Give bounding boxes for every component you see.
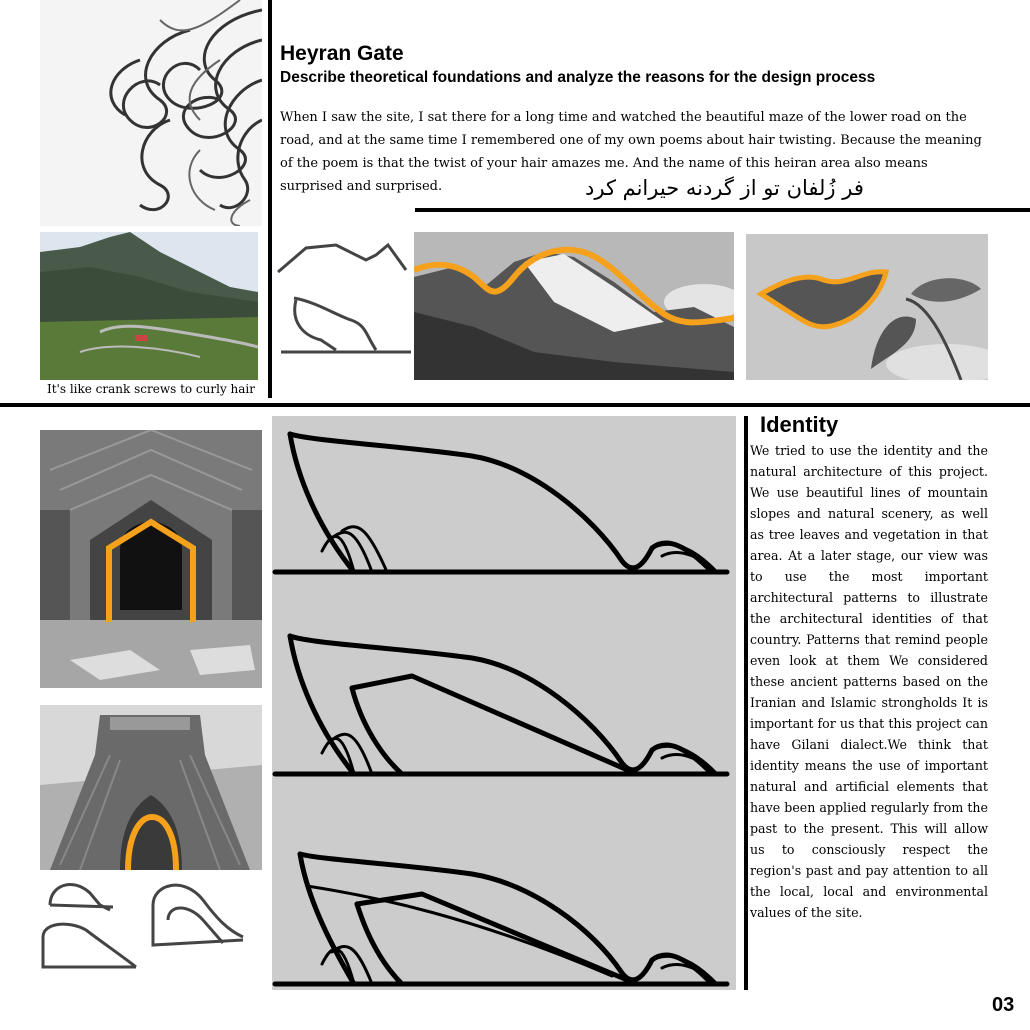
middle-horizontal-divider (0, 403, 1030, 407)
curly-hair-photo (40, 0, 262, 226)
persian-poem: فر زُلفان تو از گردنه حیرانم کرد (585, 176, 864, 200)
page-number: 03 (992, 994, 1015, 1016)
intro-paragraph: When I saw the site, I sat there for a long time and watched the beautiful maze of the lower road on the road, and at the same time I remembered one of my own poems about hair twisting. Because the meaning of the poem is that the twist of your hair amazes me. And the name of this heiran area also means surprised and surprised. (280, 110, 982, 194)
photo-caption: It's like crank screws to curly hair (46, 382, 256, 396)
arch-sketches (38, 875, 268, 985)
form-evolution-panel (272, 416, 736, 990)
identity-divider (744, 416, 748, 990)
form-stage-2 (275, 636, 727, 774)
page-subtitle: Describe theoretical foundations and analyze the reasons for the design process (280, 69, 876, 86)
identity-heading: Identity (760, 412, 839, 437)
brick-arches-photo (40, 430, 262, 688)
page-title: Heyran Gate (280, 42, 404, 65)
azadi-tower-photo (40, 705, 262, 870)
identity-paragraph: We tried to use the identity and the natural architecture of this project. We use beautiful lines of mountain slopes and natural scenery, as well as tree leaves and vegetation in that area. At a later stage, our view was to use the most important architectural patterns to illustrate the architectural identities of that country. Patterns that remind people even look at them We considered these ancient patterns based on the Iranian and Islamic strongholds It is important for us that this project can have Gilani dialect.We think that identity means the use of important natural and artificial elements that have been applied regularly from the past to the present. This will allow us to consciously respect the region's past and pay attention to all the local, local and environmental values of the site. (750, 443, 988, 920)
intro-underline (415, 208, 1030, 212)
leaf-photo (746, 234, 988, 380)
mountain-leaf-sketch (276, 240, 416, 360)
top-vertical-divider (268, 0, 272, 398)
form-stage-1 (275, 434, 727, 572)
mountain-road-photo (40, 232, 258, 380)
snow-mountain-photo (414, 232, 734, 380)
form-stage-3 (275, 854, 727, 984)
